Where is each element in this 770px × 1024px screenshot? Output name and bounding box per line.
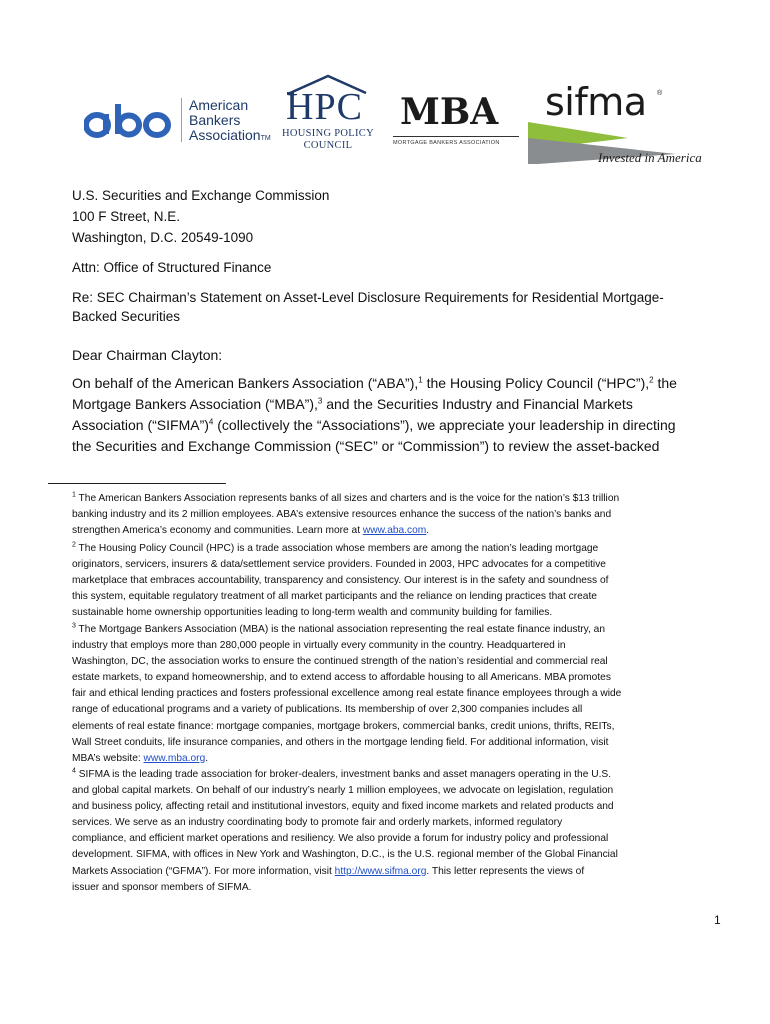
footnote-line: development. SIFMA, with offices in New York and Washington, D.C., is the U.S. regional member of the Global Financial: [72, 849, 618, 861]
footnote-line: sustainable home ownership opportunities leading to long-term wealth and community building for families.: [72, 607, 553, 619]
hpc-logo-letters: HPC: [286, 86, 363, 128]
sifma-tagline: Invested in America: [598, 150, 702, 165]
hpc-sub-line-1: HOUSING POLICY: [282, 128, 374, 139]
re-line-2: Backed Securities: [72, 309, 181, 324]
body-line-1: [72, 373, 677, 394]
footnote-text: SIFMA is the leading trade association for broker-dealers, investment banks and asset managers operating in the U.S.: [75, 769, 612, 780]
footnote-line: issuer and sponsor members of SIFMA.: [72, 881, 252, 893]
aba-divider: [181, 98, 182, 142]
attn-line: Attn: Office of Structured Finance: [72, 260, 272, 275]
aba-website-link[interactable]: www.aba.com: [362, 525, 427, 537]
footnote-line: and global capital markets. On behalf of our industry’s nearly 1 million employees, we advocate on legislation, regulation: [72, 785, 614, 797]
footnote-ref-1[interactable]: 1: [418, 375, 423, 385]
footnote-text: The Mortgage Bankers Association (MBA) is the national association representing the real estate finance industry, an: [75, 624, 606, 635]
footnote-line: originators, servicers, insurers & data/settlement service providers. Founded in 2003, HPC advocates for a competitive: [72, 559, 606, 571]
footnote-2: [72, 541, 712, 621]
footnote-line: Wall Street conduits, life insurance companies, and others in the mortgage lending field. For additional information, visit: [72, 736, 609, 748]
footnote-line: banking industry and its 2 million employees. ABA’s extensive resources enhance the success of the nation’s banks and: [72, 509, 612, 521]
footnote-4: [72, 767, 712, 896]
salutation: Dear Chairman Clayton:: [72, 347, 223, 363]
mba-website-link[interactable]: www.mba.org: [143, 752, 206, 764]
body-line-4: the Securities and Exchange Commission (“SEC” or “Commission”) to review the asset-backed: [72, 438, 660, 454]
footnote-line: [72, 767, 712, 783]
address-line-1: U.S. Securities and Exchange Commission: [72, 188, 330, 203]
body-line-3: [72, 415, 676, 436]
footnote-text: MBA’s website:: [72, 752, 144, 764]
aba-name-line-2: Bankers: [189, 112, 241, 128]
aba-name-line-1: American: [189, 97, 249, 113]
aba-logo-mark: [84, 100, 174, 140]
footnote-line: [72, 622, 712, 638]
footnote-number: 3: [72, 622, 76, 630]
hpc-sub-line-2: COUNCIL: [303, 140, 353, 151]
footnote-separator: [48, 483, 226, 484]
aba-name-line-3: AssociationTM: [189, 127, 271, 143]
body-text: the: [653, 375, 677, 391]
body-line-2: [72, 394, 672, 415]
footnote-number: 1: [72, 491, 76, 499]
footnote-line: estate markets, to expand homeownership, and to extend access to affordable housing to all Americans. MBA promotes: [72, 672, 611, 684]
footnote-line: [72, 491, 712, 507]
footnote-text: .: [426, 525, 430, 537]
footnote-line: compliance, and efficient market operations and resiliency. We also provide a forum for industry policy and professional: [72, 833, 609, 845]
footnote-text: Markets Association (“GFMA”). For more information, visit: [72, 865, 335, 877]
footnote-text: The Housing Policy Council (HPC) is a trade association whose members are among the nation’s leading mortgage: [75, 543, 599, 554]
sifma-logo-word: sifma: [545, 80, 647, 124]
sifma-website-link[interactable]: http://www.sifma.org: [334, 865, 427, 877]
mba-logo-rule: [393, 136, 519, 137]
footnote-line: [72, 541, 712, 557]
sifma-registered-mark: ®: [657, 90, 663, 97]
footnote-1: [72, 491, 712, 539]
address-line-2: 100 F Street, N.E.: [72, 209, 181, 224]
body-text: the Housing Policy Council (“HPC”),: [422, 375, 650, 391]
logo-strip: [0, 70, 770, 170]
page-number: 1: [714, 913, 721, 927]
body-text: Association (“SIFMA”): [72, 417, 209, 433]
mba-logo-letters: MBA: [400, 91, 499, 133]
footnote-line: services. We serve as an industry coordinating body to promote fair and orderly markets, informed regulatory: [72, 817, 563, 829]
footnote-line: [72, 523, 712, 539]
hpc-logo-subtitle: [278, 128, 378, 152]
footnote-number: 2: [72, 541, 76, 549]
re-line-1: Re: SEC Chairman’s Statement on Asset-Level Disclosure Requirements for Residential Mortgage-: [72, 290, 664, 305]
footnote-text: strengthen America’s economy and communities. Learn more at: [72, 525, 363, 537]
footnote-text: .: [205, 752, 209, 764]
body-text: Mortgage Bankers Association (“MBA”),: [72, 396, 318, 412]
footnote-line: fair and ethical lending practices and fosters professional excellence among real estate finance employees through a wide: [72, 688, 622, 700]
footnote-ref-3[interactable]: 3: [317, 396, 323, 406]
footnote-line: industry that employs more than 280,000 people in virtually every community in the country. Headquartered in: [72, 640, 566, 652]
body-text: (collectively the “Associations”), we appreciate your leadership in directing: [213, 417, 676, 433]
aba-logo-name: [189, 98, 271, 146]
footnote-text: . This letter represents the views of: [426, 865, 585, 877]
footnote-line: range of educational programs and a variety of publications. Its membership of over 2,300 companies includes all: [72, 704, 583, 716]
body-text: On behalf of the American Bankers Association (“ABA”),: [72, 375, 419, 391]
mba-logo-subtitle: MORTGAGE BANKERS ASSOCIATION: [393, 140, 500, 146]
footnote-line: this system, equitable regulatory treatment of all market participants and the reliance on lending practices that create: [72, 591, 597, 603]
footnote-line: Washington, DC, the association works to ensure the continued strength of the nation’s residential and commercial real: [72, 656, 608, 668]
footnote-line: elements of real estate finance: mortgage companies, mortgage brokers, commercial banks, credit unions, thrifts, REITs,: [72, 720, 615, 732]
footnote-number: 4: [72, 767, 76, 775]
footnote-line: and business policy, affecting retail and institutional investors, equity and fixed income markets and related products and: [72, 801, 614, 813]
footnote-3: [72, 622, 712, 767]
footnote-text: The American Bankers Association represents banks of all sizes and charters and is the voice for the nation’s $13 trillion: [75, 493, 620, 504]
footnote-line: marketplace that embraces accountability, transparency and consistency. Our interest is in the safety and soundness of: [72, 575, 609, 587]
footnote-ref-4[interactable]: 4: [208, 417, 214, 427]
address-line-3: Washington, D.C. 20549-1090: [72, 230, 254, 245]
footnote-line: [72, 864, 712, 880]
footnote-ref-2[interactable]: 2: [649, 375, 654, 385]
body-paragraph: [72, 373, 677, 457]
footnote-line: [72, 751, 712, 767]
body-text: and the Securities Industry and Financial Markets: [322, 396, 633, 412]
